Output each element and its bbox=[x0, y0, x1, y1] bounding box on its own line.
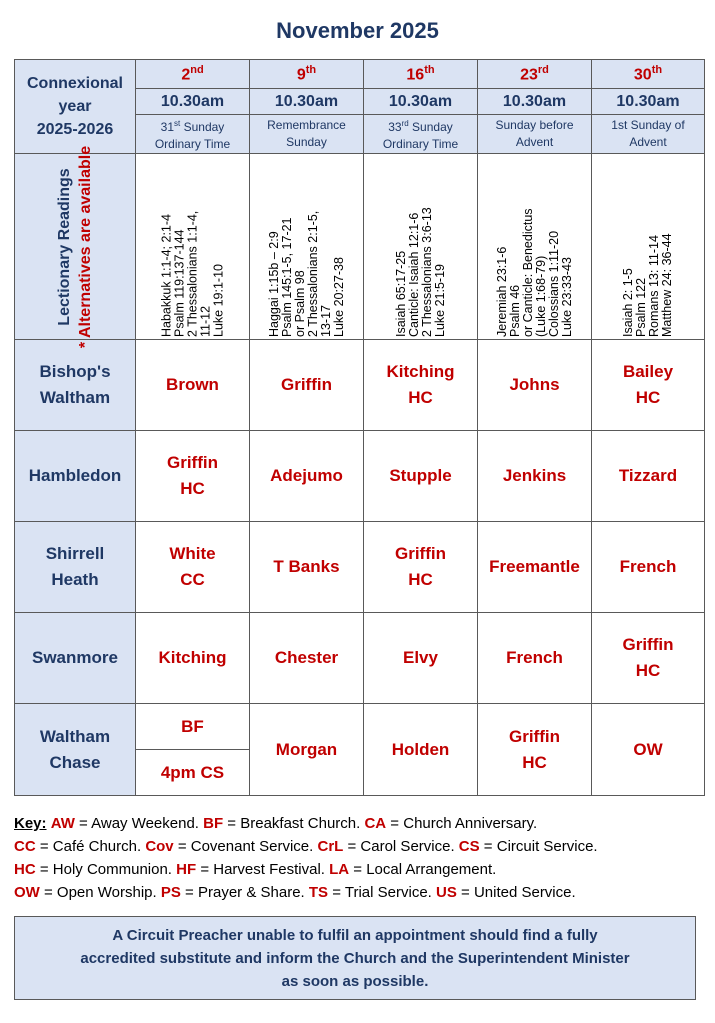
reading-line: 2 Thessalonians 1:1-4, bbox=[185, 210, 199, 337]
preacher-line: T Banks bbox=[273, 557, 340, 576]
preacher-line: HC bbox=[635, 661, 661, 680]
reading-line: Psalm 122 bbox=[634, 277, 648, 337]
occasion-line: 33rd Sunday bbox=[388, 119, 453, 134]
occasion-line: Ordinary Time bbox=[382, 137, 459, 151]
date-day: 23 bbox=[520, 66, 538, 84]
notice-text: A Circuit Preacher unable to fulfil an appointment should find a fully accredited substitute and inform the Church and the Superintendent Minister as soon as possible. bbox=[80, 926, 630, 990]
preacher-cell bbox=[364, 340, 478, 431]
preacher-cell: BF bbox=[136, 704, 250, 750]
page-title: November 2025 bbox=[276, 18, 439, 43]
lectionary-label bbox=[54, 145, 96, 347]
preacher-cell bbox=[478, 522, 592, 613]
preacher-line: Jenkins bbox=[502, 466, 567, 485]
date-day: 16 bbox=[406, 66, 425, 84]
church-name bbox=[15, 613, 136, 704]
preacher-line: Kitching bbox=[158, 648, 227, 667]
sunday-occasion bbox=[592, 115, 705, 154]
occasion-line: Advent bbox=[629, 135, 667, 149]
reading-line: 13-17 bbox=[318, 304, 333, 337]
preacher-line: Johns bbox=[509, 375, 560, 394]
preacher-cell bbox=[592, 431, 705, 522]
preacher-line: HC bbox=[408, 570, 433, 589]
reading-line: Haggai 1:15b – 2:9 bbox=[266, 230, 281, 337]
service-time: 10.30am bbox=[592, 89, 705, 115]
preaching-plan-table bbox=[14, 59, 705, 796]
preacher-line: HC bbox=[180, 479, 205, 498]
preacher-line: Stupple bbox=[389, 466, 452, 485]
connexional-year-label bbox=[15, 60, 136, 154]
key-meaning: = Open Worship. bbox=[39, 884, 161, 901]
preacher-line: Griffin bbox=[395, 544, 446, 563]
preacher-cell bbox=[250, 613, 364, 704]
key-meaning: = Circuit Service. bbox=[479, 838, 598, 855]
key-line bbox=[14, 835, 704, 858]
key-line bbox=[14, 858, 704, 881]
key-code: BF bbox=[203, 815, 224, 832]
preacher-line: Adejumo bbox=[270, 466, 343, 485]
key-line bbox=[14, 881, 704, 904]
preacher-line: CC bbox=[180, 570, 205, 589]
preacher-line: OW bbox=[633, 739, 663, 759]
key-meaning: = Holy Communion. bbox=[35, 861, 177, 878]
alternatives-note: * Alternatives are available bbox=[77, 145, 94, 348]
preacher-cell bbox=[364, 522, 478, 613]
preacher-cell bbox=[592, 522, 705, 613]
key-label: Key: bbox=[14, 815, 47, 832]
key-code: TS bbox=[308, 884, 329, 901]
key-legend bbox=[14, 812, 704, 904]
key-meaning: = Away Weekend. bbox=[74, 815, 204, 832]
reading-line: Canticle: Isaiah 12:1-6 bbox=[406, 212, 421, 337]
preacher-cell bbox=[250, 704, 364, 796]
preacher-cell bbox=[136, 613, 250, 704]
preacher-line: Griffin bbox=[509, 726, 560, 746]
key-code: CC bbox=[14, 838, 36, 855]
key-line bbox=[14, 812, 704, 835]
reading-line: Isaiah 65:17-25 bbox=[393, 250, 408, 337]
date-day: 2 bbox=[181, 66, 191, 84]
church-name bbox=[15, 340, 136, 431]
reading-line: or Psalm 98 bbox=[292, 269, 307, 337]
reading-line: Matthew 24: 36-44 bbox=[660, 232, 674, 337]
lectionary-label-cell bbox=[15, 145, 136, 348]
church-name bbox=[15, 522, 136, 613]
preacher-line: Griffin bbox=[622, 635, 674, 654]
preacher-cell bbox=[136, 522, 250, 613]
year-label-line: year bbox=[58, 98, 92, 115]
preacher-cell bbox=[136, 431, 250, 522]
preacher-cell bbox=[592, 340, 705, 431]
reading-line: or Canticle: Benedictus bbox=[520, 207, 535, 337]
preacher-line: Griffin bbox=[167, 453, 218, 472]
church-name-line: Waltham bbox=[39, 726, 111, 746]
reading-line: Habakkuk 1:1-4; 2:1-4 bbox=[159, 213, 173, 337]
preacher-cell bbox=[250, 431, 364, 522]
key-meaning: = Covenant Service. bbox=[173, 838, 318, 855]
date-suffix: rd bbox=[537, 63, 549, 76]
date-suffix: th bbox=[424, 63, 435, 76]
occasion-line: Ordinary Time bbox=[154, 137, 231, 151]
key-code: CS bbox=[458, 838, 480, 855]
preacher-line: HC bbox=[522, 752, 547, 772]
reading-line: 11-12 bbox=[198, 305, 212, 337]
church-name-line: Heath bbox=[51, 570, 99, 589]
preacher-line: Holden bbox=[391, 739, 450, 759]
reading-line: Jeremiah 23:1-6 bbox=[494, 246, 509, 337]
year-label-line: 2025-2026 bbox=[36, 121, 114, 138]
preacher-line: French bbox=[619, 557, 677, 576]
service-time: 10.30am bbox=[364, 89, 478, 115]
preacher-line: HC bbox=[635, 388, 661, 407]
preacher-cell bbox=[250, 340, 364, 431]
date-header bbox=[478, 60, 592, 89]
preacher-cell bbox=[250, 522, 364, 613]
church-name bbox=[15, 431, 136, 522]
readings-list bbox=[395, 157, 447, 337]
key-meaning: = Prayer & Share. bbox=[180, 884, 309, 901]
preacher-cell bbox=[364, 704, 478, 796]
key-meaning: = Trial Service. bbox=[328, 884, 436, 901]
readings-list bbox=[622, 157, 674, 337]
reading-line: Isaiah 2: 1-5 bbox=[621, 267, 635, 337]
preacher-cell bbox=[136, 340, 250, 431]
reading-line: Luke 21:5-19 bbox=[432, 263, 447, 337]
preacher-cell bbox=[478, 340, 592, 431]
preacher-cell bbox=[592, 613, 705, 704]
reading-line: Luke 19:1-10 bbox=[211, 263, 225, 337]
service-time: 10.30am bbox=[478, 89, 592, 115]
preacher-line: Tizzard bbox=[618, 466, 678, 485]
key-meaning: = Carol Service. bbox=[343, 838, 459, 855]
notice-box bbox=[14, 916, 696, 1000]
preacher-cell bbox=[478, 431, 592, 522]
date-header bbox=[364, 60, 478, 89]
key-meaning: = Church Anniversary. bbox=[386, 815, 538, 832]
church-name bbox=[15, 704, 136, 796]
key-meaning: = Local Arrangement. bbox=[349, 861, 497, 878]
lectionary-readings bbox=[136, 154, 250, 340]
reading-line: Luke 20:27-38 bbox=[331, 256, 346, 337]
lectionary-readings bbox=[364, 154, 478, 340]
lectionary-readings bbox=[250, 154, 364, 340]
preacher-cell bbox=[364, 431, 478, 522]
church-name-line: Waltham bbox=[39, 388, 111, 407]
church-name-line: Shirrell bbox=[45, 544, 105, 563]
key-meaning: = Harvest Festival. bbox=[196, 861, 330, 878]
date-header bbox=[250, 60, 364, 89]
lectionary-readings bbox=[592, 154, 705, 340]
preacher-line: Griffin bbox=[281, 375, 332, 394]
occasion-line: Advent bbox=[515, 135, 554, 149]
service-time: 10.30am bbox=[250, 89, 364, 115]
date-suffix: th bbox=[651, 63, 663, 76]
key-code: CA bbox=[364, 815, 387, 832]
year-label-line: Connexional bbox=[26, 75, 123, 92]
preacher-cell bbox=[592, 704, 705, 796]
key-code: AW bbox=[50, 815, 75, 832]
occasion-line: 31st Sunday bbox=[160, 119, 225, 134]
key-meaning: = Breakfast Church. bbox=[223, 815, 365, 832]
occasion-line: Sunday bbox=[286, 135, 327, 149]
key-code: US bbox=[436, 884, 457, 901]
key-code: LA bbox=[329, 861, 350, 878]
church-name-line: Bishop's bbox=[39, 362, 111, 381]
preacher-line: HC bbox=[408, 388, 433, 407]
reading-line: Psalm 145:1-5, 17-21 bbox=[279, 216, 294, 337]
preacher-line: French bbox=[506, 648, 563, 667]
reading-line: 2 Thessalonians 2:1-5, bbox=[305, 210, 320, 337]
church-name-line: Swanmore bbox=[32, 648, 118, 667]
preacher-line: Freemantle bbox=[489, 557, 580, 576]
preacher-cell: 4pm CS bbox=[136, 750, 250, 796]
reading-line: Psalm 46 bbox=[507, 284, 522, 337]
preacher-line: Elvy bbox=[403, 648, 438, 667]
sunday-occasion bbox=[250, 115, 364, 154]
reading-line: Colossians 1:11-20 bbox=[546, 230, 561, 337]
reading-line: Luke 23:33-43 bbox=[559, 256, 574, 337]
date-header bbox=[136, 60, 250, 89]
key-code: OW bbox=[14, 884, 40, 901]
sunday-occasion bbox=[136, 115, 250, 154]
lectionary-readings bbox=[478, 154, 592, 340]
key-code: PS bbox=[160, 884, 181, 901]
date-day: 9 bbox=[296, 66, 306, 84]
preacher-line: White bbox=[169, 544, 216, 563]
preacher-cell bbox=[364, 613, 478, 704]
reading-line: Romans 13: 11-14 bbox=[647, 234, 661, 337]
key-code: HF bbox=[176, 861, 197, 878]
lectionary-title: Lectionary Readings bbox=[56, 167, 73, 326]
reading-line: 2 Thessalonians 3:6-13 bbox=[419, 206, 434, 337]
key-code: Cov bbox=[145, 838, 174, 855]
key-meaning: = United Service. bbox=[456, 884, 576, 901]
preacher-line: Chester bbox=[274, 648, 339, 667]
date-suffix: th bbox=[305, 63, 317, 76]
date-header bbox=[592, 60, 705, 89]
occasion-line: 1st Sunday of bbox=[611, 118, 685, 132]
key-code: HC bbox=[14, 861, 36, 878]
occasion-sup: st bbox=[174, 119, 181, 128]
preacher-line: Kitching bbox=[386, 362, 455, 381]
sunday-occasion bbox=[364, 115, 478, 154]
reading-line: (Luke 1:68-79) bbox=[533, 255, 548, 337]
key-meaning: = Café Church. bbox=[35, 838, 146, 855]
occasion-line: Remembrance bbox=[267, 118, 346, 132]
church-name-line: Hambledon bbox=[28, 466, 122, 485]
preacher-line: Brown bbox=[166, 375, 219, 394]
preacher-line: Morgan bbox=[275, 739, 338, 759]
occasion-line: Sunday before bbox=[495, 118, 574, 132]
service-time: 10.30am bbox=[136, 89, 250, 115]
church-name-line: Chase bbox=[49, 752, 101, 772]
key-code: CrL bbox=[317, 838, 344, 855]
occasion-sup: rd bbox=[401, 119, 409, 128]
date-suffix: nd bbox=[190, 63, 204, 76]
date-day: 30 bbox=[633, 66, 652, 84]
sunday-occasion bbox=[478, 115, 592, 154]
preacher-line: Bailey bbox=[622, 362, 674, 381]
reading-line: Psalm 119:137-144 bbox=[172, 229, 186, 337]
preacher-cell bbox=[478, 704, 592, 796]
readings-list bbox=[268, 157, 346, 337]
preacher-cell bbox=[478, 613, 592, 704]
readings-list bbox=[496, 157, 574, 337]
readings-list bbox=[160, 157, 225, 337]
